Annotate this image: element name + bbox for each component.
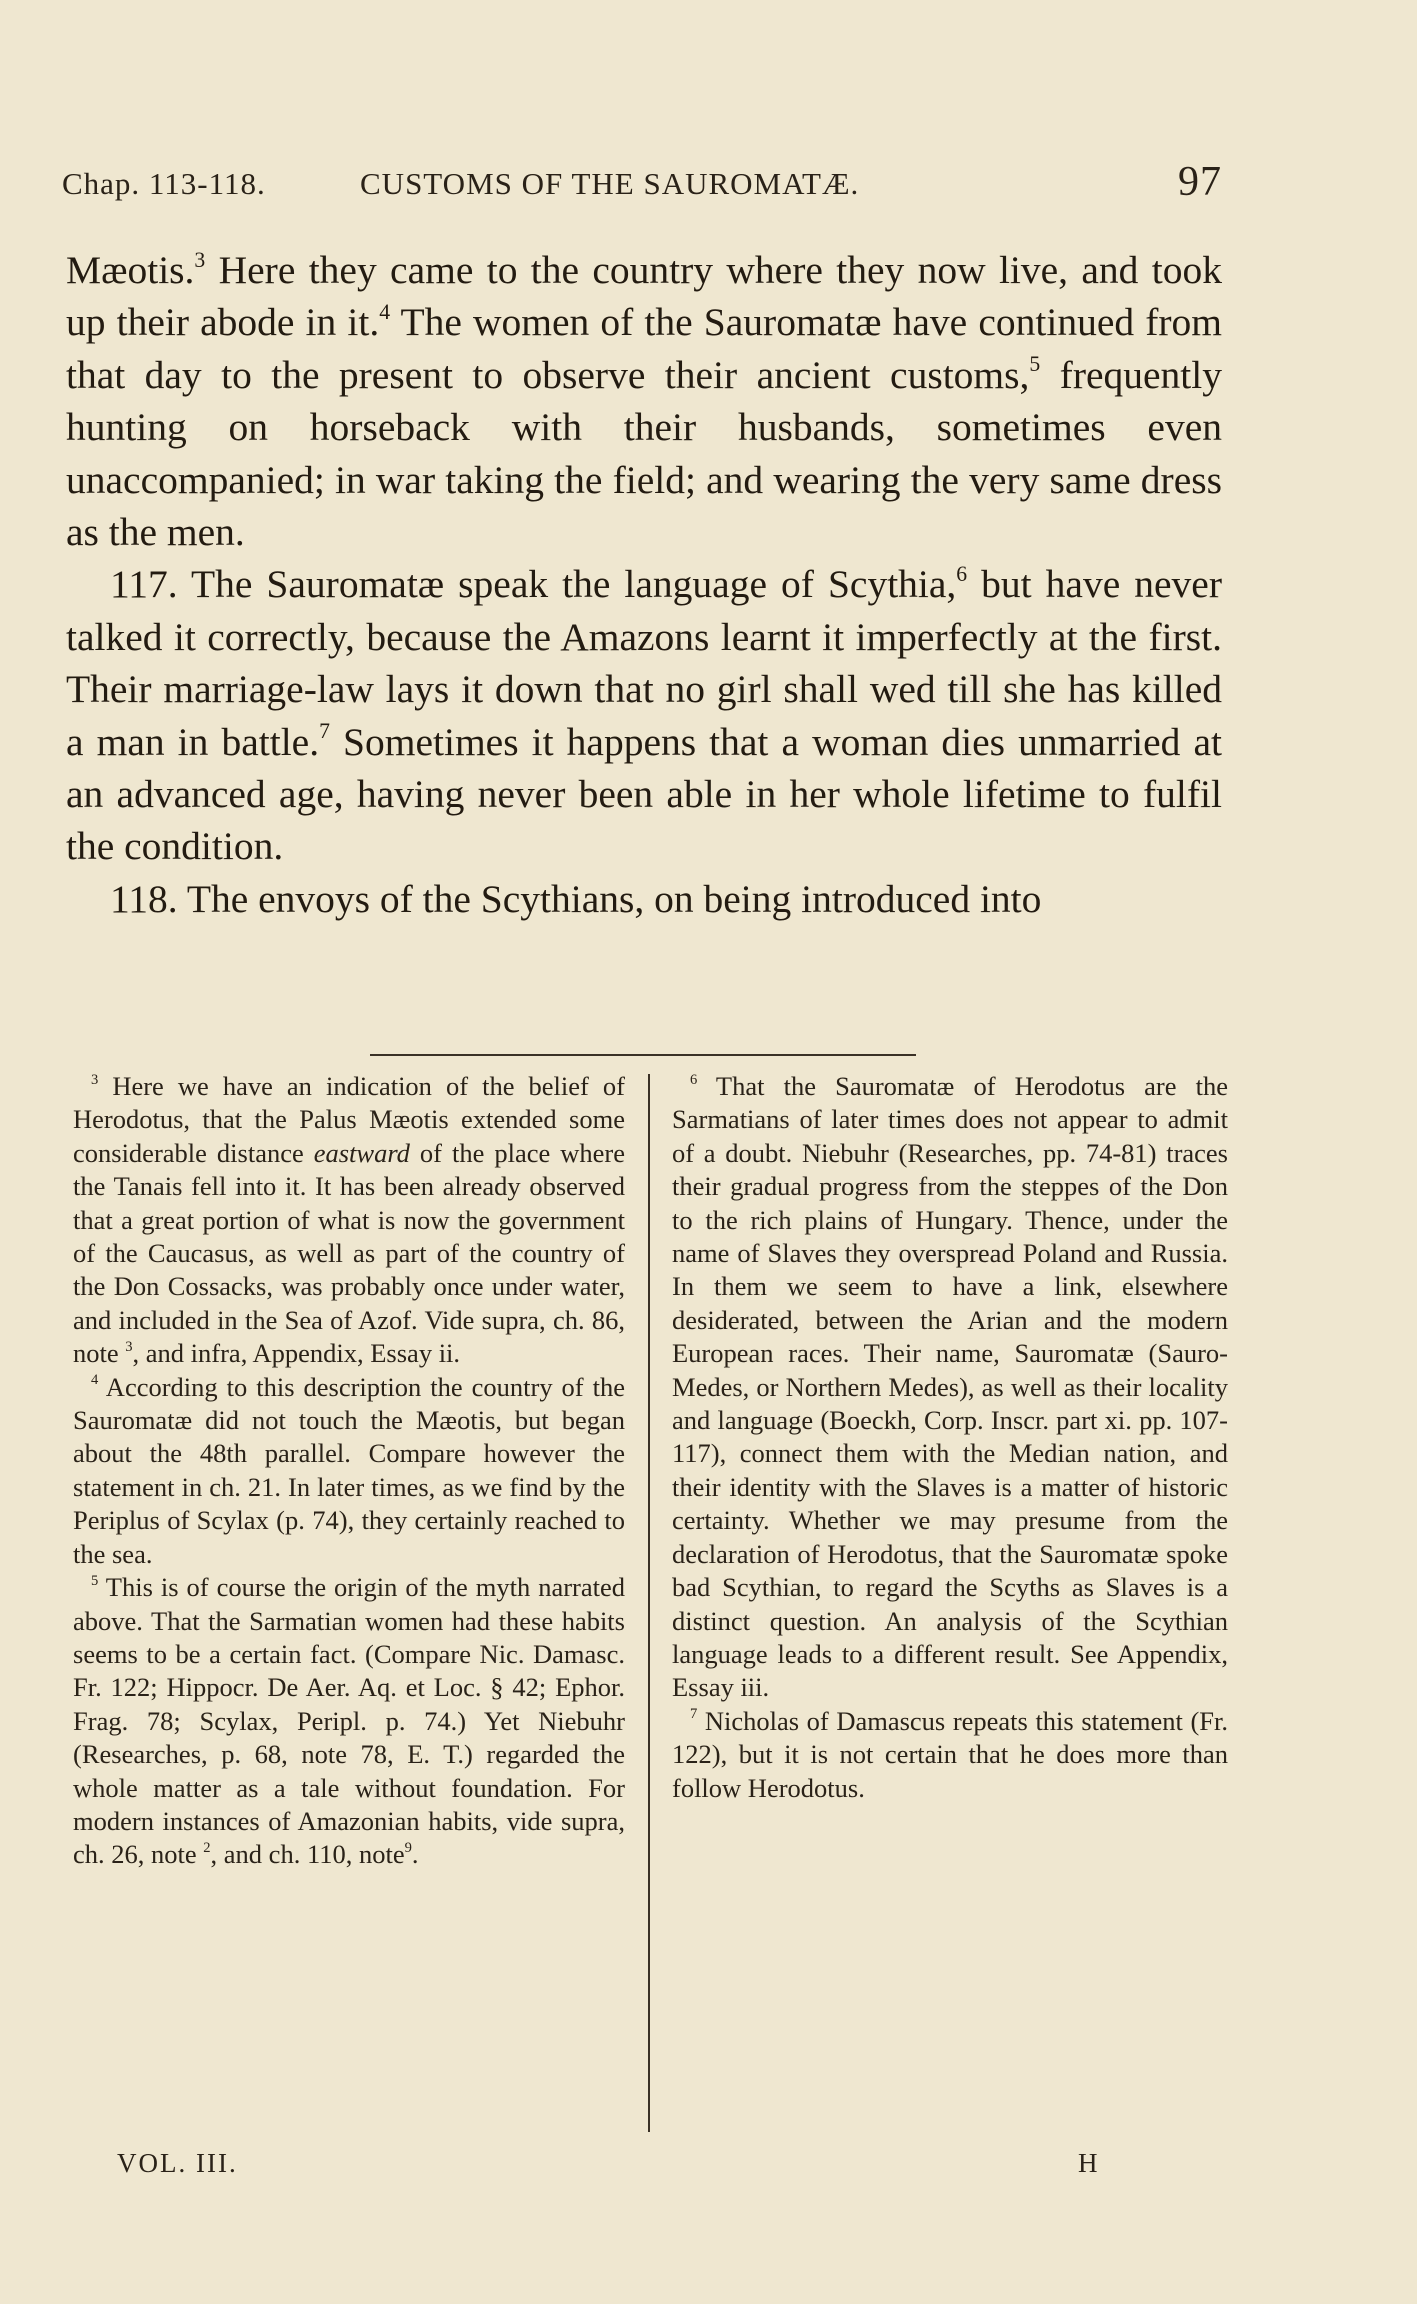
footnote-ref[interactable]: 7	[319, 719, 330, 744]
footnote-6: $^6$ That the Sauromatæ of Herodotus are the Sarmatians of later times does not appear to admit of a doubt. Niebuhr (Researches, pp. 74-81) traces their gradual progress from the steppes of the Don to the rich plains of Hungary. Thence, under the name of Slaves they overspread Poland and Russia. In them we seem to have a link, elsewhere desiderated, between the Arian and the modern European races. Their name, Sauromatæ (Sauro-Medes, or Northern Medes), as well as their locality and language (Boeckh, Corp. Inscr. part xi. pp. 107-117), connect them with the Median nation, and their identity with the Slaves is a matter of historic certainty. Whether we may presume from the declaration of Herodotus, that the Sauromatæ spoke bad Scythian, to regard the Scyths as Slaves is a distinct question. An analysis of the Scythian language leads to a different result. See Appendix, Essay iii.	[672, 1071, 1228, 1703]
footnote-ref[interactable]: 5	[1029, 352, 1041, 377]
paragraph: Mæotis.$^3$ Here they came to the country where they now live, and took up their abode in it.$^4$ The women of the Sauromatæ have continued from that day to the present to observe their ancient customs,$^5$ frequently hunting on horseback with their husbands, sometimes even unaccompanied; in war taking the field; and wearing the very same dress as the men.	[66, 247, 1222, 555]
footnote-ref[interactable]: 3	[194, 247, 206, 272]
footnote-ref[interactable]: 4	[379, 300, 391, 325]
main-text	[66, 244, 1222, 925]
column-divider	[648, 1074, 650, 2132]
volume-label: VOL. III.	[117, 2148, 238, 2178]
chapter-range: Chap. 113-118.	[62, 166, 266, 201]
footnote-3: $^3$ Here we have an indication of the belief of Herodotus, that the Palus Mæotis extended some considerable distance eastward of the place where the Tanais fell into it. It has been already observed that a great portion of what is now the government of the Caucasus, as well as part of the country of the Don Cossacks, was probably once under water, and included in the Sea of Azof. Vide supra, ch. 86, note $^3$, and infra, Appendix, Essay ii.	[73, 1071, 626, 1369]
signature-mark: H	[1078, 2148, 1100, 2178]
footnote-7: $^7$ Nicholas of Damascus repeats this statement (Fr. 122), but it is not certain that he does more than follow Herodotus.	[672, 1705, 1228, 1803]
footnote-5: $^5$ This is of course the origin of the myth narrated above. That the Sarmatian women had these habits seems to be a certain fact. (Compare Nic. Damasc. Fr. 122; Hippocr. De Aer. Aq. et Loc. § 42; Ephor. Frag. 78; Scylax, Peripl. p. 74.) Yet Niebuhr (Researches, p. 68, note 78, E. T.) regarded the whole matter as a tale without foundation. For modern instances of Amazonian habits, vide supra, ch. 26, note $^2$, and ch. 110, note$^9$.	[73, 1572, 625, 1870]
running-title: CUSTOMS OF THE SAUROMATÆ.	[360, 166, 860, 201]
paragraph-118: 118. The envoys of the Scythians, on being introduced into	[110, 876, 1042, 921]
footnote-ref[interactable]: 6	[956, 562, 968, 587]
page-number: 97	[1178, 159, 1222, 205]
footnotes-right-column	[672, 1070, 1228, 1805]
footnote-rule	[370, 1054, 916, 1056]
running-header	[62, 160, 1222, 210]
footnote-4: $^4$ According to this description the country of the Sauromatæ did not touch the Mæotis, but began about the 48th parallel. Compare however the statement in ch. 21. In later times, as we find by the Periplus of Scylax (p. 74), they certainly reached to the sea.	[73, 1371, 625, 1569]
footnotes-left-column	[73, 1070, 625, 1872]
paragraph-117: 117. The Sauromatæ speak the language of Scythia,$^6$ but have never talked it correctly, because the Amazons learnt it imperfectly at the first. Their marriage-law lays it down that no girl shall wed till she has killed a man in battle.$^7$ Sometimes it happens that a woman dies unmarried at an advanced age, having never been able in her whole lifetime to fulfil the condition.	[66, 562, 1223, 869]
